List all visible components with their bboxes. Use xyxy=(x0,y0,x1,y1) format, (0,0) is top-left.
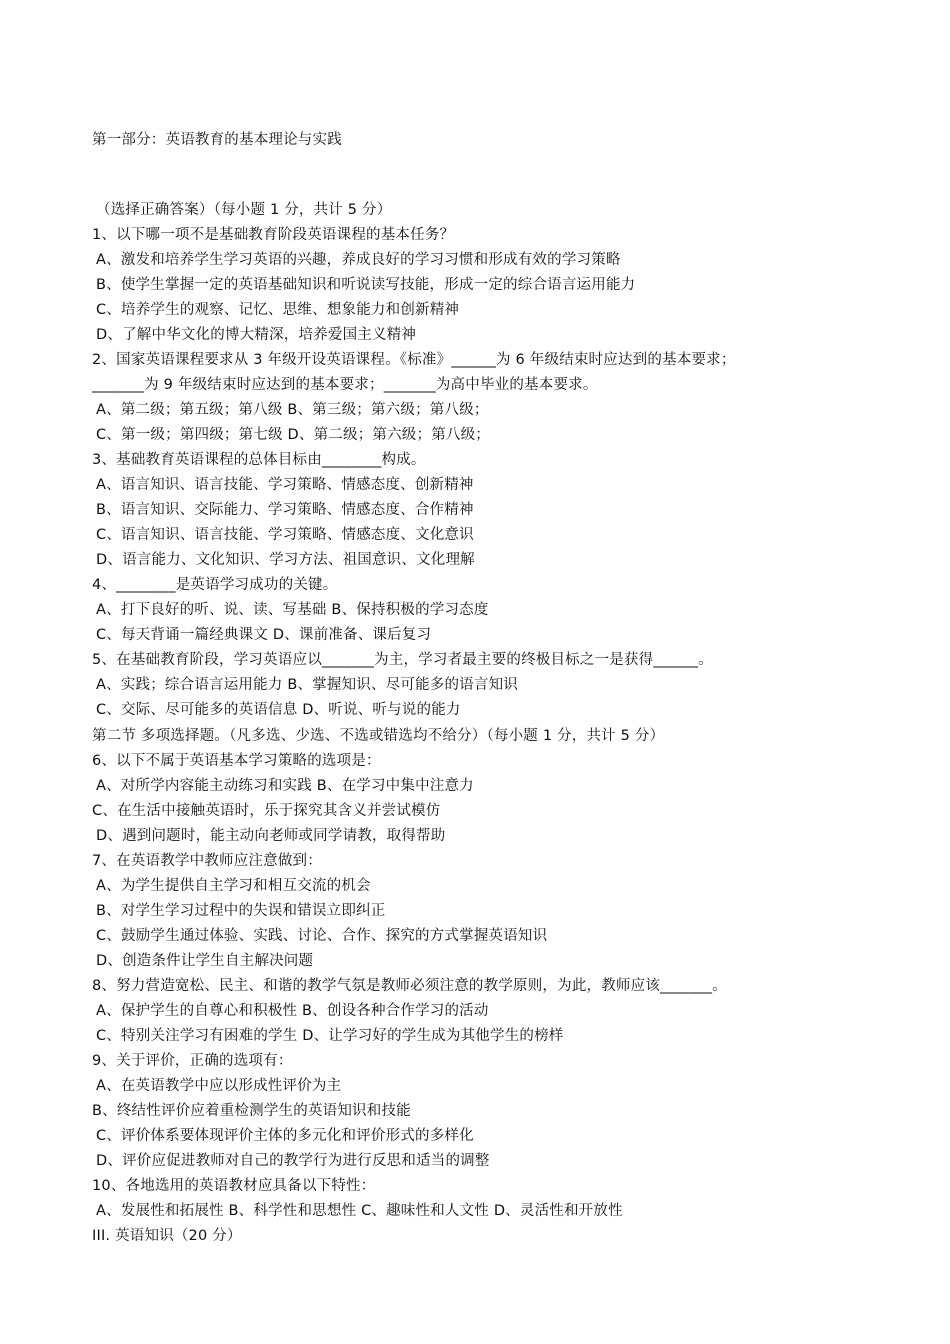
q9-option-a: A、在英语教学中应以形成性评价为主 xyxy=(96,1078,342,1094)
question-9: 9、关于评价，正确的选项有： xyxy=(92,1053,293,1069)
q9-option-c: C、评价体系要体现评价主体的多元化和评价形式的多样化 xyxy=(96,1128,474,1144)
q10-options: A、发展性和拓展性 B、科学性和思想性 C、趣味性和人文性 D、灵活性和开放性 xyxy=(96,1203,623,1219)
q3-option-a: A、语言知识、语言技能、学习策略、情感态度、创新精神 xyxy=(96,477,474,493)
q8-options-ab: A、保护学生的自尊心和积极性 B、创设各种合作学习的活动 xyxy=(96,1003,489,1019)
question-2: 2、国家英语课程要求从 3 年级开设英语课程。《标准》______为 6 年级结束时应达到的基本要求； xyxy=(92,352,736,368)
section-2-heading: 第二节 多项选择题。（凡多选、少选、不选或错选均不给分）（每小题 1 分，共计 5 分） xyxy=(92,728,665,744)
q7-option-b: B、对学生学习过程中的失误和错误立即纠正 xyxy=(96,903,386,919)
q4-options-ab: A、打下良好的听、说、读、写基础 B、保持积极的学习态度 xyxy=(96,602,489,618)
q8-options-cd: C、特别关注学习有困难的学生 D、让学习好的学生成为其他学生的榜样 xyxy=(96,1028,564,1044)
q1-option-c: C、培养学生的观察、记忆、思维、想象能力和创新精神 xyxy=(96,302,460,318)
q1-option-a: A、激发和培养学生学习英语的兴趣，养成良好的学习习惯和形成有效的学习策略 xyxy=(96,252,621,268)
q3-option-c: C、语言知识、语言技能、学习策略、情感态度、文化意识 xyxy=(96,527,474,543)
q6-options-ab: A、对所学内容能主动练习和实践 B、在学习中集中注意力 xyxy=(96,778,474,794)
q5-options-cd: C、交际、尽可能多的英语信息 D、听说、听与说的能力 xyxy=(96,702,461,718)
q1-option-d: D、了解中华文化的博大精深，培养爱国主义精神 xyxy=(96,327,417,343)
question-7: 7、在英语教学中教师应注意做到： xyxy=(92,853,322,869)
q6-option-c: C、在生活中接触英语时，乐于探究其含义并尝试模仿 xyxy=(92,803,441,819)
q4-options-cd: C、每天背诵一篇经典课文 D、课前准备、课后复习 xyxy=(96,627,432,643)
q2-options-cd: C、第一级；第四级；第七级 D、第二级；第六级；第八级； xyxy=(96,427,490,443)
q7-option-c: C、鼓励学生通过体验、实践、讨论、合作、探究的方式掌握英语知识 xyxy=(96,928,548,944)
question-4: 4、________是英语学习成功的关键。 xyxy=(92,577,338,593)
q1-option-b: B、使学生掌握一定的英语基础知识和听说读写技能，形成一定的综合语言运用能力 xyxy=(96,277,636,293)
instruction-line: （选择正确答案）（每小题 1 分，共计 5 分） xyxy=(96,202,392,218)
q9-option-b: B、终结性评价应着重检测学生的英语知识和技能 xyxy=(92,1103,411,1119)
question-3: 3、基础教育英语课程的总体目标由________构成。 xyxy=(92,452,426,468)
q5-options-ab: A、实践；综合语言运用能力 B、掌握知识、尽可能多的语言知识 xyxy=(96,677,518,693)
q2-options-ab: A、第二级；第五级；第八级 B、第三级；第六级；第八级； xyxy=(96,402,489,418)
q7-option-a: A、为学生提供自主学习和相互交流的机会 xyxy=(96,878,371,894)
section-3-heading: III. 英语知识（20 分） xyxy=(92,1228,242,1244)
question-2-continued: _______为 9 年级结束时应达到的基本要求；_______为高中毕业的基本要求。 xyxy=(92,377,598,393)
q9-option-d: D、评价应促进教师对自己的教学行为进行反思和适当的调整 xyxy=(96,1153,490,1169)
q3-option-b: B、语言知识、交际能力、学习策略、情感态度、合作精神 xyxy=(96,502,474,518)
q3-option-d: D、语言能力、文化知识、学习方法、祖国意识、文化理解 xyxy=(96,552,475,568)
question-6: 6、以下不属于英语基本学习策略的选项是： xyxy=(92,753,381,769)
question-1: 1、以下哪一项不是基础教育阶段英语课程的基本任务？ xyxy=(92,227,455,243)
question-5: 5、在基础教育阶段，学习英语应以_______为主，学习者最主要的终极目标之一是获得______。 xyxy=(92,652,713,668)
section-heading: 第一部分：英语教育的基本理论与实践 xyxy=(92,132,342,148)
q7-option-d: D、创造条件让学生自主解决问题 xyxy=(96,953,314,969)
q6-option-d: D、遇到问题时，能主动向老师或同学请教，取得帮助 xyxy=(96,828,446,844)
question-10: 10、各地选用的英语教材应具备以下特性： xyxy=(92,1178,376,1194)
question-8: 8、努力营造宽松、民主、和谐的教学气氛是教师必须注意的教学原则，为此，教师应该_______。 xyxy=(92,978,727,994)
